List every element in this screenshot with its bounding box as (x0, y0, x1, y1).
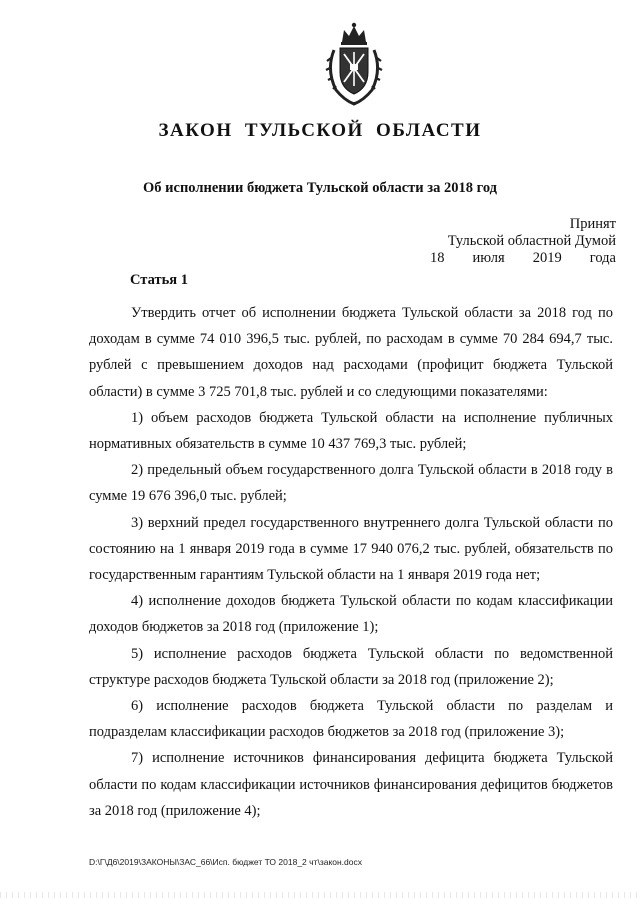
scan-edge-artifact (0, 892, 640, 898)
article-item: 6) исполнение расходов бюджета Тульской области по разделам и подразделам классификации расходов бюджетов за 2018 год (приложение 3); (89, 698, 613, 741)
adoption-label: Принят (569, 216, 616, 232)
article-item: 2) предельный объем государственного долга Тульской области в 2018 году в сумме 19 676 396,0 тыс. рублей; (89, 462, 613, 505)
tula-coat-of-arms-icon (324, 20, 384, 106)
adoption-month: июля (472, 250, 505, 266)
adoption-date (430, 250, 616, 267)
law-title: ЗАКОН ТУЛЬСКОЙ ОБЛАСТИ (158, 120, 482, 141)
adoption-block (430, 216, 616, 267)
article-item: 1) объем расходов бюджета Тульской области на исполнение публичных нормативных обязательств в сумме 10 437 769,3 тыс. рублей; (89, 409, 613, 453)
adoption-year: 2019 (532, 250, 562, 266)
article-item: 5) исполнение расходов бюджета Тульской области по ведомственной структуре расходов бюджета Тульской области за 2018 год (приложение 2); (89, 645, 613, 688)
adoption-year-word: года (589, 250, 616, 266)
article-heading: Статья 1 (130, 272, 188, 288)
article-item: 4) исполнение доходов бюджета Тульской области по кодам классификации доходов бюджетов за 2018 год (приложение 1); (89, 593, 613, 636)
article-item: 3) верхний предел государственного внутреннего долга Тульской области по состоянию на 1 января 2019 года в сумме 17 940 076,2 тыс. рублей, обязательств по государственным гарантиям Тульской области на 1 января 2019 года нет; (89, 514, 613, 584)
article-body (89, 300, 613, 824)
adopting-body: Тульской областной Думой (447, 233, 616, 249)
article-item: 7) исполнение источников финансирования дефицита бюджета Тульской области по кодам классификации источников финансирования дефицитов бюджетов за 2018 год (приложение 4); (89, 750, 613, 819)
law-subject: Об исполнении бюджета Тульской области за 2018 год (143, 180, 497, 196)
file-path-footer: D:\Г\Д6\2019\ЗАКОНЫ\ЗАС_66\Исп. бюджет ТО 2018_2 чт\закон.docx (89, 857, 362, 867)
article-paragraph: Утвердить отчет об исполнении бюджета Тульской области за 2018 год по доходам в сумме 74 010 396,5 тыс. рублей, по расходам в сумме 70 284 694,7 тыс. рублей с превышением доходов над расходами (профицит бюджета Тульской области) в сумме 3 725 701,8 тыс. рублей и со следующими показателями: (89, 305, 613, 400)
adoption-day: 18 (430, 250, 445, 266)
